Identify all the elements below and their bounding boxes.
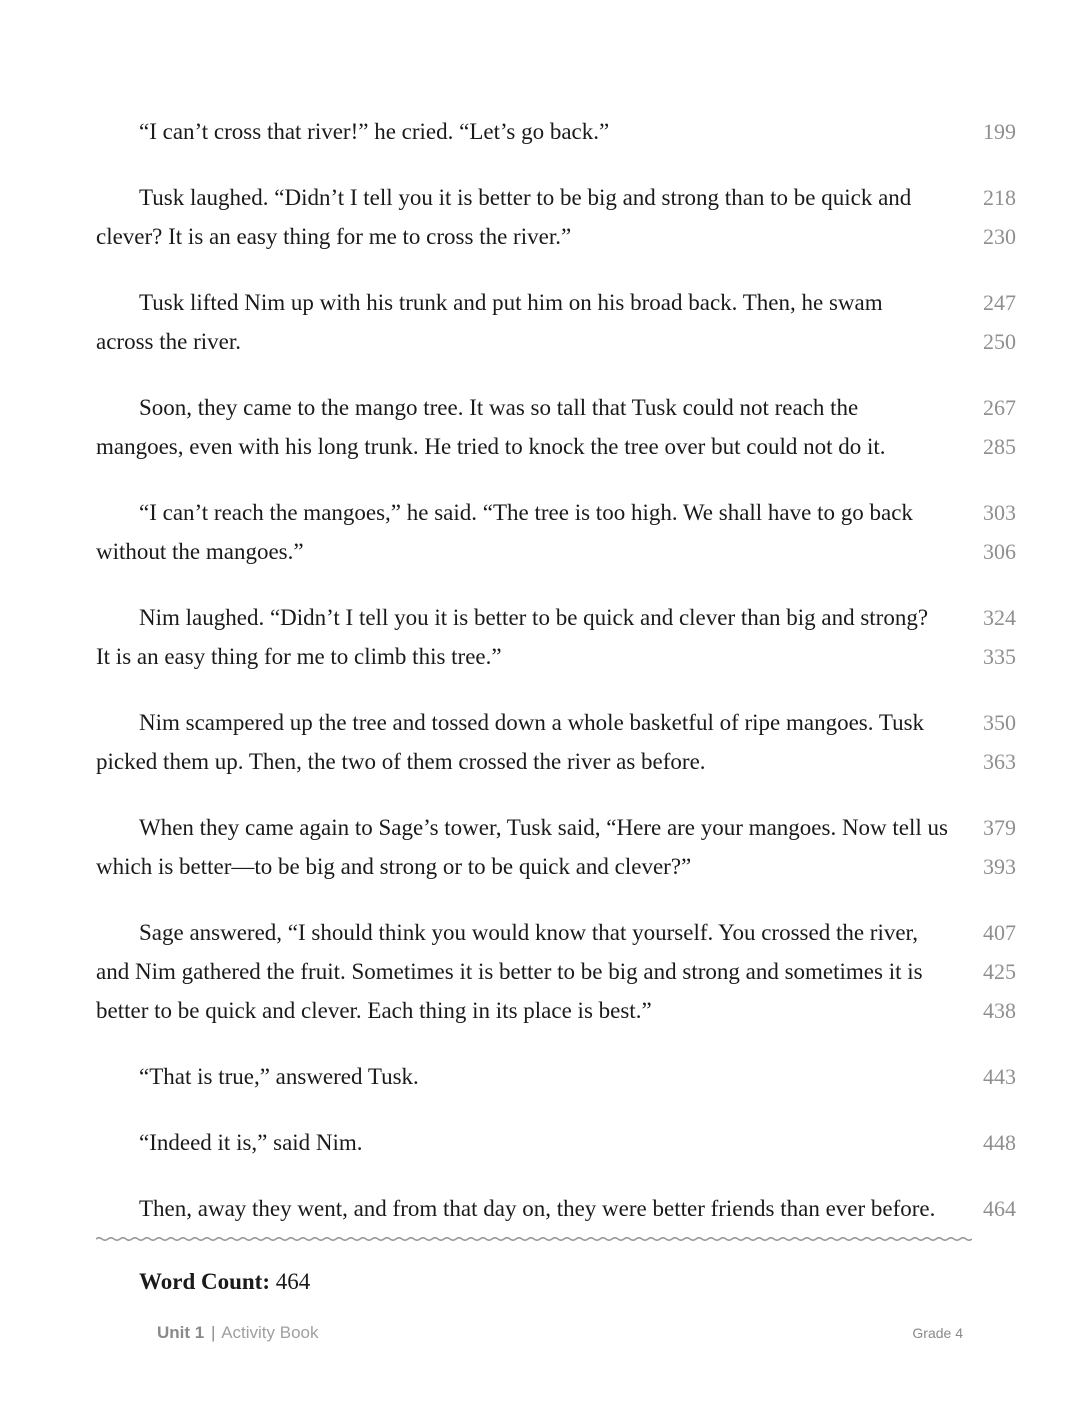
line-text: “I can’t reach the mangoes,” he said. “The tree is too high. We shall have to go back [139, 500, 913, 525]
passage-line [96, 427, 1016, 466]
line-text: It is an easy thing for me to climb this tree.” [96, 644, 502, 669]
paragraph [96, 112, 1016, 151]
paragraph [96, 913, 1016, 1030]
passage-line [96, 847, 1016, 886]
cumulative-word-count: 218 [983, 185, 1016, 210]
line-text: clever? It is an easy thing for me to cross the river.” [96, 224, 572, 249]
reading-passage [96, 112, 1016, 1255]
passage-line [96, 178, 1016, 217]
passage-line [96, 1123, 1016, 1162]
line-text: “That is true,” answered Tusk. [139, 1064, 419, 1089]
paragraph [96, 808, 1016, 886]
paragraph [96, 1057, 1016, 1096]
word-count-value: 464 [275, 1269, 311, 1294]
passage-line [96, 703, 1016, 742]
passage-line [96, 283, 1016, 322]
line-text: “I can’t cross that river!” he cried. “Let’s go back.” [139, 119, 610, 144]
cumulative-word-count: 199 [983, 119, 1016, 144]
line-text: Sage answered, “I should think you would know that yourself. You crossed the river, [139, 920, 919, 945]
cumulative-word-count: 464 [983, 1196, 1016, 1221]
line-text: When they came again to Sage’s tower, Tusk said, “Here are your mangoes. Now tell us [139, 815, 948, 840]
cumulative-word-count: 448 [983, 1130, 1016, 1155]
line-text: picked them up. Then, the two of them crossed the river as before. [96, 749, 706, 774]
passage-line [96, 952, 1016, 991]
line-text: across the river. [96, 329, 241, 354]
passage-line [96, 112, 1016, 151]
cumulative-word-count: 230 [983, 224, 1016, 249]
line-text: mangoes, even with his long trunk. He tried to knock the tree over but could not do it. [96, 434, 886, 459]
paragraph [96, 283, 1016, 361]
cumulative-word-count: 303 [983, 500, 1016, 525]
passage-line [96, 493, 1016, 532]
paragraph [96, 1123, 1016, 1162]
footer-unit: Unit 1 [157, 1323, 205, 1342]
line-text: Then, away they went, and from that day on, they were better friends than ever before. [139, 1196, 936, 1221]
cumulative-word-count: 393 [983, 854, 1016, 879]
paragraph [96, 598, 1016, 676]
cumulative-word-count: 306 [983, 539, 1016, 564]
passage-line [96, 1057, 1016, 1096]
passage-line [96, 322, 1016, 361]
paragraph [96, 1189, 1016, 1228]
passage-line [96, 913, 1016, 952]
passage-line [96, 808, 1016, 847]
paragraph [96, 388, 1016, 466]
passage-line [96, 388, 1016, 427]
line-text: Nim laughed. “Didn’t I tell you it is better to be quick and clever than big and strong? [139, 605, 929, 630]
word-count-label: Word Count: [139, 1269, 270, 1294]
passage-line [96, 532, 1016, 571]
cumulative-word-count: 438 [983, 998, 1016, 1023]
passage-line [96, 637, 1016, 676]
passage-line [96, 598, 1016, 637]
cumulative-word-count: 350 [983, 710, 1016, 735]
wavy-divider [96, 1232, 972, 1246]
footer-separator: | [210, 1323, 216, 1342]
cumulative-word-count: 267 [983, 395, 1016, 420]
line-text: without the mangoes.” [96, 539, 304, 564]
footer-book-title: Activity Book [221, 1323, 319, 1342]
line-text: Tusk lifted Nim up with his trunk and put him on his broad back. Then, he swam [139, 290, 883, 315]
passage-line [96, 742, 1016, 781]
line-text: Nim scampered up the tree and tossed down a whole basketful of ripe mangoes. Tusk [139, 710, 925, 735]
passage-line [96, 1189, 1016, 1228]
footer-grade: Grade 4 [912, 1325, 963, 1341]
cumulative-word-count: 324 [983, 605, 1016, 630]
cumulative-word-count: 247 [983, 290, 1016, 315]
line-text: better to be quick and clever. Each thing in its place is best.” [96, 998, 652, 1023]
line-text: Soon, they came to the mango tree. It was so tall that Tusk could not reach the [139, 395, 859, 420]
cumulative-word-count: 335 [983, 644, 1016, 669]
passage-line [96, 991, 1016, 1030]
passage-line [96, 217, 1016, 256]
cumulative-word-count: 443 [983, 1064, 1016, 1089]
paragraph [96, 178, 1016, 256]
line-text: and Nim gathered the fruit. Sometimes it is better to be big and strong and sometimes it is [96, 959, 923, 984]
cumulative-word-count: 407 [983, 920, 1016, 945]
cumulative-word-count: 363 [983, 749, 1016, 774]
cumulative-word-count: 425 [983, 959, 1016, 984]
cumulative-word-count: 285 [983, 434, 1016, 459]
footer-left [157, 1323, 319, 1343]
line-text: “Indeed it is,” said Nim. [139, 1130, 363, 1155]
word-count [139, 1266, 310, 1298]
cumulative-word-count: 379 [983, 815, 1016, 840]
line-text: Tusk laughed. “Didn’t I tell you it is better to be big and strong than to be quick and [139, 185, 912, 210]
paragraph [96, 493, 1016, 571]
line-text: which is better—to be big and strong or to be quick and clever?” [96, 854, 692, 879]
paragraph [96, 703, 1016, 781]
cumulative-word-count: 250 [983, 329, 1016, 354]
